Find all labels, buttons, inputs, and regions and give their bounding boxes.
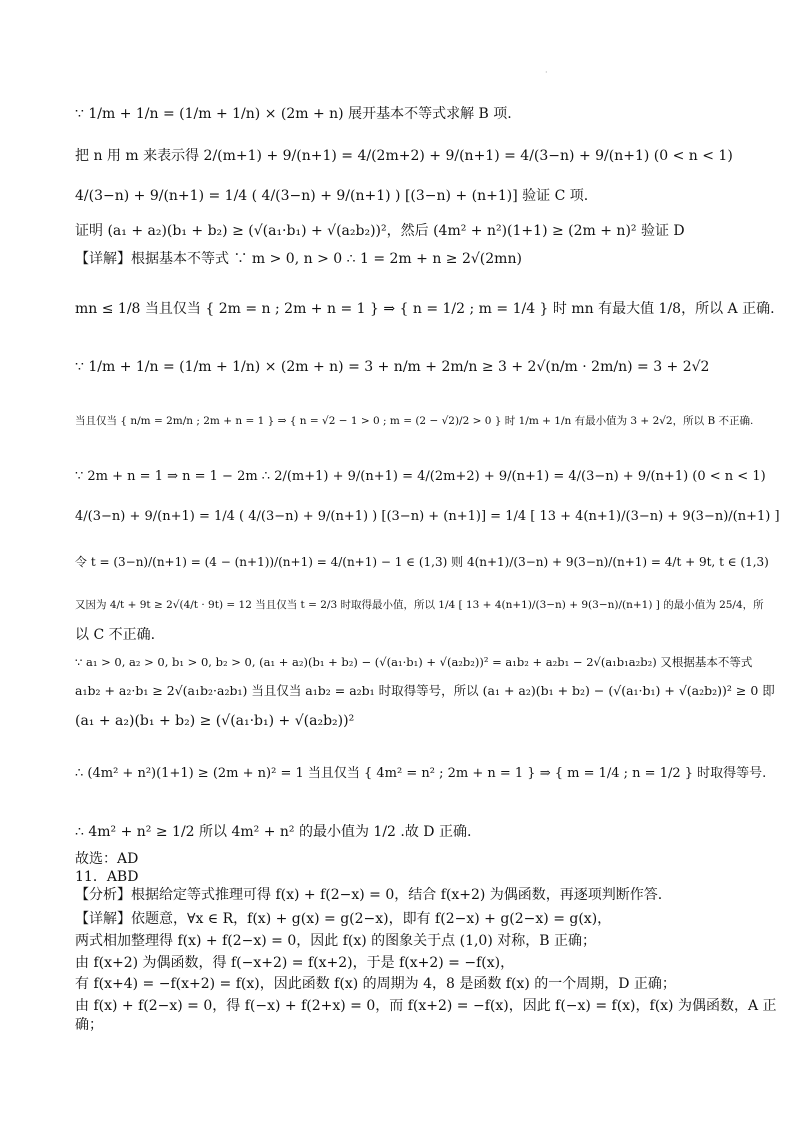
- text-line: 由 f(x) + f(2−x) = 0，得 f(−x) + f(2+x) = 0，而 f(x+2) = −f(x)，因此 f(−x) = f(x)，f(x) 为偶函数，A 正: [75, 998, 777, 1014]
- text-line: mn ≤ 1/8 当且仅当 { 2m = n ; 2m + n = 1 } ⇒ { n = 1/2 ; m = 1/4 } 时 mn 有最大值 1/8，所以 A 正确.: [75, 301, 775, 317]
- text-line: ∵ 2m + n = 1 ⇒ n = 1 − 2m ∴ 2/(m+1) + 9/(n+1) = 4/(2m+2) + 9/(n+1) = 4/(3−n) + 9/(n+1) (0 < n < 1): [75, 469, 766, 484]
- text-line: 把 n 用 m 来表示得 2/(m+1) + 9/(n+1) = 4/(2m+2) + 9/(n+1) = 4/(3−n) + 9/(n+1) (0 < n < 1): [75, 148, 733, 164]
- corner-mark: ·: [545, 68, 548, 77]
- text-line: 有 f(x+4) = −f(x+2) = f(x)，因此函数 f(x) 的周期为 4，8 是函数 f(x) 的一个周期，D 正确；: [75, 976, 676, 992]
- text-line: 确；: [75, 1017, 103, 1033]
- text-line: 故选：AD: [75, 851, 139, 867]
- text-line: 令 t = (3−n)/(n+1) = (4 − (n+1))/(n+1) = 4/(n+1) − 1 ∈ (1,3) 则 4(n+1)/(3−n) + 9(3−n)/(n+1) = 4/t + 9t, t ∈ (1,3): [75, 555, 769, 569]
- text-line: 4/(3−n) + 9/(n+1) = 1/4 ( 4/(3−n) + 9/(n+1) ) [(3−n) + (n+1)] = 1/4 [ 13 + 4(n+1)/(3−n) + 9(3−n)/(n+1) ]: [75, 509, 780, 524]
- text-line: ∵ 1/m + 1/n = (1/m + 1/n) × (2m + n) 展开基本不等式求解 B 项.: [75, 106, 512, 122]
- text-line: ∵ 1/m + 1/n = (1/m + 1/n) × (2m + n) = 3 + n/m + 2m/n ≥ 3 + 2√(n/m · 2m/n) = 3 + 2√2: [75, 359, 710, 375]
- text-line: a₁b₂ + a₂·b₁ ≥ 2√(a₁b₂·a₂b₁) 当且仅当 a₁b₂ = a₂b₁ 时取得等号，所以 (a₁ + a₂)(b₁ + b₂) − (√(a₁·b₁) + √(a₂b₂))² ≥ 0 即: [75, 683, 775, 698]
- text-line: ∴ 4m² + n² ≥ 1/2 所以 4m² + n² 的最小值为 1/2 .故 D 正确.: [75, 824, 472, 840]
- text-line: 4/(3−n) + 9/(n+1) = 1/4 ( 4/(3−n) + 9/(n+1) ) [(3−n) + (n+1)] 验证 C 项.: [75, 188, 589, 204]
- text-line: (a₁ + a₂)(b₁ + b₂) ≥ (√(a₁·b₁) + √(a₂b₂))²: [75, 713, 355, 729]
- text-line: 以 C 不正确.: [75, 627, 156, 643]
- text-line: 【分析】根据给定等式推理可得 f(x) + f(2−x) = 0，结合 f(x+2) 为偶函数，再逐项判断作答.: [75, 887, 663, 903]
- text-line: 又因为 4/t + 9t ≥ 2√(4/t · 9t) = 12 当且仅当 t = 2/3 时取得最小值，所以 1/4 [ 13 + 4(n+1)/(3−n) + 9(3−n)/(n+1) ] 的最小值为 25/4，所: [75, 599, 764, 611]
- text-line: 【详解】依题意，∀x ∈ R，f(x) + g(x) = g(2−x)，即有 f(2−x) + g(2−x) = g(x)，: [75, 911, 612, 927]
- text-line: 【详解】根据基本不等式 ∵ m > 0, n > 0 ∴ 1 = 2m + n ≥ 2√(2mn): [75, 251, 522, 267]
- text-line: 11．ABD: [75, 869, 139, 885]
- text-line: ∴ (4m² + n²)(1+1) ≥ (2m + n)² = 1 当且仅当 { 4m² = n² ; 2m + n = 1 } ⇒ { m = 1/4 ; n = 1/2 } 时取得等号.: [75, 766, 767, 781]
- text-line: 当且仅当 { n/m = 2m/n ; 2m + n = 1 } ⇒ { n = √2 − 1 > 0 ; m = (2 − √2)/2 > 0 } 时 1/m + 1/n 有最小值为 3 + 2√2，所以 B 不正确.: [75, 415, 754, 427]
- text-line: 两式相加整理得 f(x) + f(2−x) = 0，因此 f(x) 的图象关于点 (1,0) 对称，B 正确；: [75, 933, 596, 949]
- text-line: 由 f(x+2) 为偶函数，得 f(−x+2) = f(x+2)，于是 f(x+2) = −f(x)，: [75, 955, 515, 971]
- text-line: 证明 (a₁ + a₂)(b₁ + b₂) ≥ (√(a₁·b₁) + √(a₂b₂))²，然后 (4m² + n²)(1+1) ≥ (2m + n)² 验证 D: [75, 223, 685, 239]
- text-line: ∵ a₁ > 0, a₂ > 0, b₁ > 0, b₂ > 0, (a₁ + a₂)(b₁ + b₂) − (√(a₁·b₁) + √(a₂b₂))² = a₁b₂ + a₂b₁ − 2√(a₁b₁a₂b₂) 又根据基本不等式: [75, 655, 753, 669]
